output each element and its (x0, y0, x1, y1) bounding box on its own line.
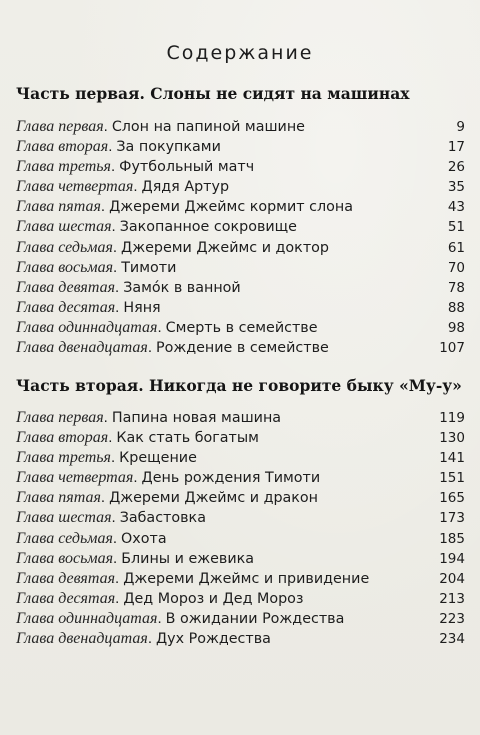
page-number: 35 (447, 179, 465, 196)
page-number: 9 (456, 119, 465, 135)
chapter-number-label: Глава восьмая (16, 258, 114, 276)
label-separator: . (110, 449, 116, 467)
chapter-number-label: Глава четвертая (16, 178, 134, 196)
chapter-number-label: Глава третья (16, 449, 111, 467)
part-2-title: Часть вторая. Никогда не говорите быку «Му-у» (16, 376, 462, 395)
chapter-title: Рождение в семействе (155, 340, 329, 357)
toc-entry (16, 318, 465, 338)
chapter-number-label: Глава первая (16, 409, 104, 426)
chapter-number-label: Глава седьмая (16, 529, 113, 547)
chapter-title: Дед Мороз и Дед Мороз (123, 590, 304, 607)
label-separator: . (113, 258, 118, 276)
page-number: 151 (439, 470, 465, 487)
label-separator: . (113, 549, 118, 567)
chapter-number-label: Глава шестая (16, 218, 112, 236)
label-separator: . (103, 409, 108, 426)
page-number: 173 (439, 510, 465, 527)
contents-heading: Содержание (166, 42, 314, 64)
toc-entry (16, 428, 465, 448)
page-number: 141 (439, 450, 465, 467)
chapter-number-label: Глава восьмая (16, 549, 114, 567)
chapter-number-label: Глава пятая (16, 489, 101, 507)
toc-entry (16, 569, 465, 589)
chapter-title: Папина новая машина (111, 410, 282, 426)
part-2-chapter-list (16, 408, 465, 649)
page-number: 17 (447, 139, 465, 156)
toc-entry (16, 589, 465, 609)
toc-entry (16, 117, 465, 137)
page-number: 26 (447, 159, 465, 176)
toc-entry (16, 468, 465, 488)
chapter-number-label: Глава двенадцатая (16, 339, 148, 357)
chapter-number-label: Глава третья (16, 158, 111, 176)
toc-entry (16, 238, 465, 258)
chapter-number-label: Глава девятая (16, 569, 116, 587)
page-number: 70 (447, 259, 465, 276)
chapter-number-label: Глава девятая (16, 278, 116, 296)
label-separator: . (115, 298, 120, 316)
toc-entry (16, 609, 465, 629)
chapter-title: Дядя Артур (141, 179, 230, 196)
chapter-number-label: Глава четвертая (16, 469, 134, 487)
page-number: 185 (439, 530, 465, 547)
chapter-title: Джереми Джеймс кормит слона (109, 199, 353, 216)
label-separator: . (108, 138, 113, 156)
chapter-title: В ожидании Рождества (165, 610, 345, 627)
chapter-title: Охота (121, 530, 167, 547)
label-separator: . (112, 529, 118, 547)
label-separator: . (147, 630, 152, 648)
chapter-title: Слон на папиной машине (111, 119, 305, 135)
label-separator: . (157, 609, 162, 627)
toc-entry (16, 177, 465, 197)
label-separator: . (110, 158, 116, 176)
chapter-title: Забастовка (119, 510, 206, 527)
chapter-number-label: Глава одиннадцатая (16, 609, 158, 627)
chapter-title: Тимоти (121, 259, 177, 276)
toc-entry (16, 278, 465, 298)
page-number: 223 (439, 610, 465, 627)
chapter-title: Дух Рождества (155, 631, 271, 648)
toc-entry (16, 258, 465, 278)
chapter-title: Джереми Джеймс и привидение (123, 570, 370, 587)
toc-entry (16, 197, 465, 217)
page-number: 194 (439, 550, 465, 567)
page-number: 88 (447, 299, 465, 316)
page-number: 107 (439, 340, 465, 357)
label-separator: . (111, 218, 116, 236)
label-separator: . (115, 278, 120, 296)
toc-entry (16, 137, 465, 157)
toc-entry (16, 408, 465, 428)
label-separator: . (157, 318, 162, 336)
label-separator: . (147, 339, 152, 357)
page-number: 61 (447, 239, 465, 256)
chapter-title: Блины и ежевика (121, 550, 255, 567)
label-separator: . (133, 178, 138, 196)
chapter-title: Как стать богатым (116, 430, 259, 447)
page-number: 213 (439, 590, 465, 607)
chapter-title: День рождения Тимоти (141, 470, 321, 487)
page-number: 119 (439, 410, 465, 426)
toc-entry (16, 217, 465, 237)
part-1-chapter-list (16, 117, 465, 358)
chapter-number-label: Глава десятая (16, 589, 116, 607)
chapter-title: Смерть в семействе (165, 319, 318, 336)
chapter-title: Замóк в ванной (123, 279, 241, 296)
label-separator: . (108, 429, 113, 447)
chapter-title: Няня (123, 299, 161, 316)
chapter-number-label: Глава вторая (16, 138, 109, 156)
chapter-number-label: Глава шестая (16, 509, 112, 527)
page-number: 98 (447, 319, 465, 336)
page-number: 130 (439, 430, 465, 447)
chapter-number-label: Глава десятая (16, 298, 116, 316)
label-separator: . (100, 489, 106, 507)
label-separator: . (103, 118, 108, 135)
chapter-number-label: Глава седьмая (16, 238, 113, 256)
part-1-title: Часть первая. Слоны не сидят на машинах (16, 84, 410, 103)
toc-entry (16, 549, 465, 569)
label-separator: . (111, 509, 116, 527)
chapter-number-label: Глава вторая (16, 429, 109, 447)
toc-entry (16, 508, 465, 528)
chapter-title: Закопанное сокровище (119, 219, 297, 236)
page-number: 165 (439, 490, 465, 507)
label-separator: . (133, 469, 138, 487)
chapter-title: За покупками (116, 139, 221, 156)
toc-entry (16, 629, 465, 649)
label-separator: . (115, 569, 120, 587)
page-number: 43 (447, 199, 465, 216)
chapter-number-label: Глава двенадцатая (16, 630, 148, 648)
chapter-title: Джереми Джеймс и дракон (109, 490, 319, 507)
chapter-number-label: Глава одиннадцатая (16, 318, 158, 336)
label-separator: . (100, 198, 106, 216)
page-number: 78 (447, 279, 465, 296)
toc-entry (16, 488, 465, 508)
page-number: 204 (439, 570, 465, 587)
toc-entry (16, 338, 465, 358)
toc-entry (16, 157, 465, 177)
label-separator: . (112, 238, 118, 256)
toc-entry (16, 298, 465, 318)
chapter-number-label: Глава пятая (16, 198, 101, 216)
toc-entry (16, 529, 465, 549)
chapter-number-label: Глава первая (16, 118, 104, 135)
chapter-title: Футбольный матч (119, 159, 255, 176)
page-number: 234 (439, 631, 465, 648)
chapter-title: Крещение (119, 450, 197, 467)
chapter-title: Джереми Джеймс и доктор (121, 239, 329, 256)
page-number: 51 (447, 219, 465, 236)
label-separator: . (115, 589, 120, 607)
toc-entry (16, 448, 465, 468)
